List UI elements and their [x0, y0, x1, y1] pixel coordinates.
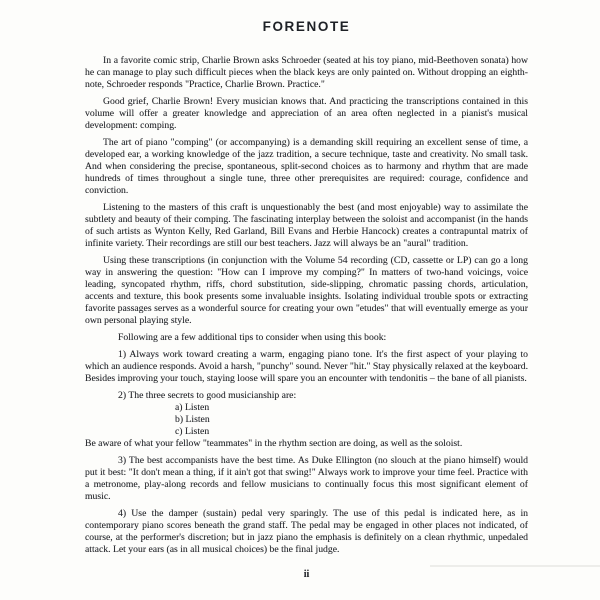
paragraph-good-grief: Good grief, Charlie Brown! Every musician knows that. And practicing the transcriptions contained in this volume will offer a greater knowledge and appreciation of an area often neglected in a pianist's musical development: comping. — [85, 96, 528, 131]
page-number: ii — [303, 569, 310, 580]
tip-4-damper-pedal: 4) Use the damper (sustain) pedal very sparingly. The use of this pedal is indicated here, as in contemporary piano scores beneath the grand staff. The pedal may be engaged in other places not indicated, of course, at the performer's discretion; but in jazz piano the emphasis is definitely on a clean rhythmic, unpedaled attack. Let your ears (as in all musical choices) be the final judge. — [85, 508, 528, 555]
tip-2-item-c: c) Listen — [175, 426, 210, 437]
tip-2-item-b: b) Listen — [175, 414, 210, 425]
tip-2-item-a: a) Listen — [175, 402, 210, 413]
paragraph-tips-intro: Following are a few additional tips to consider when using this book: — [118, 332, 387, 343]
paragraph-using-transcriptions: Using these transcriptions (in conjunction with the Volume 54 recording (CD, cassette or LP) can go a long way in answering the question: "How can I improve my comping?" In matters of two-hand voicings, voice leading, syncopated rhythm, riffs, chord substitution, side-slipping, chromatic passing chords, articulation, accents and texture, this book presents some invaluable insights. Isolating individual trouble spots or extracting favorite passages serves as a wonderful source for creating your own "etudes" that will eventually emerge as your own personal playing style. — [85, 255, 528, 326]
tip-2-note: Be aware of what your fellow "teammates" in the rhythm section are doing, as well as the soloist. — [85, 438, 463, 449]
tip-2-heading: 2) The three secrets to good musicianship are: — [118, 390, 297, 401]
page-title: FORENOTE — [262, 19, 351, 34]
paragraph-listening-to-masters: Listening to the masters of this craft is unquestionably the best (and most enjoyable) way to assimilate the subtlety and beauty of their comping. The fascinating interplay between the soloist and accompanist (in the hands of such artists as Wynton Kelly, Red Garland, Bill Evans and Herbie Hancock) creates a contrapuntal matrix of infinite variety. Their recordings are still our best teachers. Jazz will always be an "aural" tradition. — [85, 202, 528, 249]
page-content — [85, 0, 528, 581]
scan-artifact-streak — [430, 565, 600, 567]
tip-3-best-time: 3) The best accompanists have the best time. As Duke Ellington (no slouch at the piano himself) would put it best: "It don't mean a thing, if it ain't got that swing!" Always work to improve your time feel. Practice with a metronome, play-along records and fellow musicians to continually focus this most significant element of music. — [85, 455, 528, 502]
tip-1-piano-tone: 1) Always work toward creating a warm, engaging piano tone. It's the first aspect of your playing to which an audience responds. Avoid a harsh, "punchy" sound. Never "hit." Stay physically relaxed at the keyboard. Besides improving your touch, staying loose will spare you an encounter with tendonitis – the bane of all pianists. — [85, 349, 528, 384]
paragraph-art-of-comping: The art of piano "comping" (or accompanying) is a demanding skill requiring an excellent sense of time, a developed ear, a working knowledge of the jazz tradition, a secure technique, taste and creativity. No small task. And when considering the precise, spontaneous, split-second choices as to harmony and rhythm that are made hundreds of times throughout a single tune, three other prerequisites are required: courage, confidence and conviction. — [85, 137, 528, 196]
paragraph-comic-strip: In a favorite comic strip, Charlie Brown asks Schroeder (seated at his toy piano, mid-Beethoven sonata) how he can manage to play such difficult pieces when the black keys are only painted on. Without dropping an eighth-note, Schroeder responds "Practice, Charlie Brown. Practice." — [85, 55, 528, 90]
